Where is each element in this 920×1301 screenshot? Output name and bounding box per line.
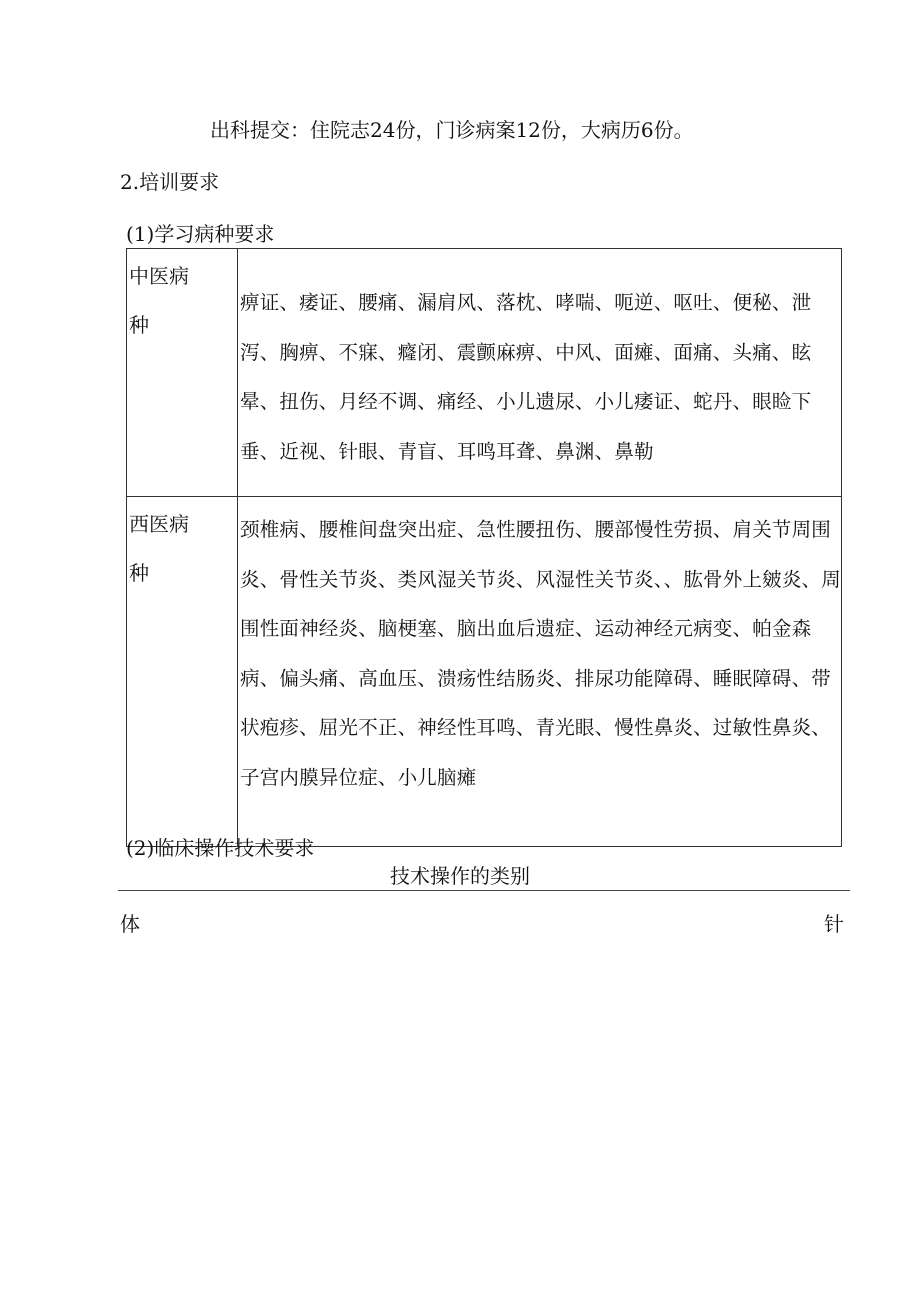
diseases-list-western: 颈椎病、腰椎间盘突出症、急性腰扭伤、腰部慢性劳损、肩关节周围炎、骨性关节炎、类风湿关节炎、风湿性关节炎、、肱骨外上皴炎、周围性面神经炎、脑梗塞、脑出血后遗症、运动神经元病变、帕金森病、偏头痛、高血压、溃疡性结肠炎、排尿功能障碍、睡眠障碍、带状疱疹、屈光不正、神经性耳鸣、青光眼、慢性鼻炎、过敏性鼻炎、子宫内膜异位症、小儿脑瘫 xyxy=(240,518,841,789)
subsection-heading-techniques: (2)临床操作技术要求 xyxy=(126,836,315,860)
disease-requirements-table xyxy=(126,248,842,847)
category-cell xyxy=(127,249,238,497)
category-cell xyxy=(127,497,238,847)
diseases-cell xyxy=(238,497,842,847)
technique-table-caption: 技术操作的类别 xyxy=(390,864,530,888)
table-top-rule xyxy=(118,890,850,891)
diseases-list-tcm: 痹证、痿证、腰痛、漏肩风、落枕、哮喘、呃逆、呕吐、便秘、泄泻、胸痹、不寐、癃闭、震颤麻痹、中风、面瘫、面痛、头痛、眩晕、扭伤、月经不调、痛经、小儿遗尿、小儿痿证、蛇丹、眼睑下垂、近视、针眼、青盲、耳鸣耳聋、鼻渊、鼻勒 xyxy=(240,291,812,463)
category-label-tcm: 中医病种 xyxy=(129,264,189,337)
table-row xyxy=(127,497,842,847)
subsection-heading-diseases: (1)学习病种要求 xyxy=(126,222,275,246)
technique-column-left: 体 xyxy=(120,912,140,936)
technique-column-right: 针 xyxy=(824,912,844,936)
table-row xyxy=(127,249,842,497)
diseases-cell xyxy=(238,249,842,497)
category-label-western: 西医病种 xyxy=(129,512,189,585)
submission-requirements: 出科提交：住院志24份，门诊病案12份，大病历6份。 xyxy=(210,118,694,142)
section-heading: 2.培训要求 xyxy=(120,170,220,194)
